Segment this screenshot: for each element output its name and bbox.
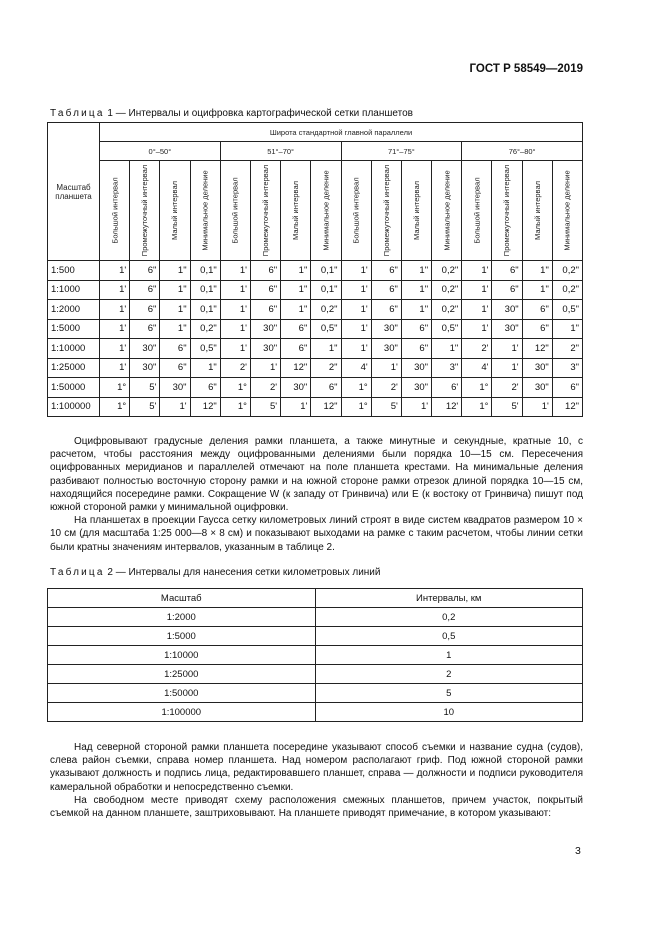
table-row — [48, 261, 583, 281]
interval-cell: 1' — [341, 280, 371, 300]
latitude-header: 51°–70° — [220, 142, 341, 161]
interval-cell: 30" — [401, 378, 431, 398]
interval-cell: 5' — [371, 397, 401, 417]
interval-cell: 6' — [432, 378, 462, 398]
interval-cell: 1' — [100, 339, 130, 359]
interval-type-header — [432, 161, 462, 261]
interval-type-header — [492, 161, 522, 261]
interval-cell: 1' — [462, 280, 492, 300]
interval-cell: 6" — [552, 378, 582, 398]
table2-caption-text: 2 — Интервалы для нанесения сетки километровых линий — [104, 567, 381, 578]
scale-cell: 1:5000 — [48, 627, 316, 646]
interval-cell: 6" — [250, 261, 280, 281]
interval-cell: 30" — [250, 339, 280, 359]
interval-cell: 1" — [401, 280, 431, 300]
interval-cell: 5' — [492, 397, 522, 417]
interval-type-label: Промежуточный интервал — [381, 164, 391, 257]
interval-cell: 6" — [401, 339, 431, 359]
interval-cell: 6" — [160, 358, 190, 378]
interval-cell: 30" — [160, 378, 190, 398]
interval-cell: 1' — [462, 319, 492, 339]
scale-cell: 1:500 — [48, 261, 100, 281]
interval-cell: 5' — [130, 397, 160, 417]
interval-cell: 0,2" — [432, 280, 462, 300]
interval-cell: 30" — [130, 358, 160, 378]
scale-cell: 1:50000 — [48, 684, 316, 703]
interval-type-header — [462, 161, 492, 261]
interval-cell: 0,5" — [190, 339, 220, 359]
interval-cell: 6" — [250, 280, 280, 300]
table1-caption-text: 1 — Интервалы и оцифровка картографической сетки планшетов — [104, 108, 413, 119]
interval-type-header — [130, 161, 160, 261]
scale-cell: 1:100000 — [48, 397, 100, 417]
interval-type-header — [341, 161, 371, 261]
interval-type-header — [190, 161, 220, 261]
interval-type-header — [311, 161, 341, 261]
interval-cell: 12' — [432, 397, 462, 417]
interval-cell: 1' — [492, 358, 522, 378]
interval-km-cell: 5 — [315, 684, 583, 703]
interval-cell: 1' — [522, 397, 552, 417]
interval-type-header — [401, 161, 431, 261]
interval-cell: 6" — [281, 339, 311, 359]
interval-cell: 1" — [281, 261, 311, 281]
interval-cell: 30" — [371, 319, 401, 339]
latitude-group-header: Широта стандартной главной параллели — [100, 123, 583, 142]
paragraph-block-2 — [50, 741, 583, 820]
interval-type-header — [552, 161, 582, 261]
interval-cell: 1' — [462, 300, 492, 320]
interval-cell: 1' — [250, 358, 280, 378]
interval-cell: 6" — [250, 300, 280, 320]
interval-cell: 6" — [522, 319, 552, 339]
interval-type-label: Минимальное деление — [321, 170, 331, 251]
interval-cell: 1' — [281, 397, 311, 417]
document-header: ГОСТ Р 58549—2019 — [469, 63, 583, 75]
interval-cell: 6" — [371, 280, 401, 300]
table1-caption-lead: Таблица — [50, 108, 105, 119]
interval-cell: 0,1" — [190, 261, 220, 281]
table-row — [48, 280, 583, 300]
interval-type-header — [250, 161, 280, 261]
interval-cell: 12" — [281, 358, 311, 378]
interval-cell: 2" — [311, 358, 341, 378]
interval-cell: 30" — [492, 300, 522, 320]
interval-cell: 1" — [311, 339, 341, 359]
table-row — [48, 378, 583, 398]
interval-cell: 6" — [281, 319, 311, 339]
interval-cell: 4' — [462, 358, 492, 378]
scale-cell: 1:5000 — [48, 319, 100, 339]
interval-cell: 1" — [160, 261, 190, 281]
interval-cell: 1' — [160, 397, 190, 417]
interval-cell: 1" — [552, 319, 582, 339]
table-row — [48, 358, 583, 378]
interval-cell: 30" — [130, 339, 160, 359]
scale-cell: 1:10000 — [48, 339, 100, 359]
interval-cell: 6" — [371, 300, 401, 320]
interval-type-label: Большой интервал — [110, 177, 120, 244]
table-row — [48, 665, 583, 684]
latitude-header: 71°–75° — [341, 142, 462, 161]
interval-cell: 1' — [220, 319, 250, 339]
interval-type-label: Большой интервал — [472, 177, 482, 244]
interval-cell: 1' — [100, 261, 130, 281]
interval-cell: 6" — [130, 261, 160, 281]
interval-cell: 30" — [522, 378, 552, 398]
interval-cell: 0,2" — [552, 280, 582, 300]
interval-cell: 1° — [462, 397, 492, 417]
interval-cell: 6" — [130, 300, 160, 320]
interval-cell: 1° — [462, 378, 492, 398]
interval-cell: 2' — [250, 378, 280, 398]
interval-km-cell: 2 — [315, 665, 583, 684]
interval-type-header — [100, 161, 130, 261]
interval-cell: 0,2" — [432, 300, 462, 320]
paragraph: На свободном месте приводят схему расположения смежных планшетов, причем участок, покрытый съемкой на данном планшете, заштриховывают. На планшете приводят примечание, в котором указывают: — [50, 794, 583, 820]
interval-type-header — [522, 161, 552, 261]
table-row — [48, 319, 583, 339]
interval-cell: 1' — [220, 280, 250, 300]
interval-cell: 6" — [130, 280, 160, 300]
interval-type-label: Малый интервал — [532, 180, 542, 241]
interval-cell: 0,5" — [552, 300, 582, 320]
interval-column-header: Интервалы, км — [315, 589, 583, 608]
interval-km-cell: 0,5 — [315, 627, 583, 646]
table2-caption — [50, 567, 380, 578]
scale-cell: 1:25000 — [48, 358, 100, 378]
latitude-header: 0°–50° — [100, 142, 221, 161]
interval-type-label: Промежуточный интервал — [140, 164, 150, 257]
interval-cell: 1' — [401, 397, 431, 417]
scale-cell: 1:1000 — [48, 280, 100, 300]
interval-cell: 1' — [371, 358, 401, 378]
interval-type-label: Минимальное деление — [442, 170, 452, 251]
table-row — [48, 646, 583, 665]
interval-cell: 1" — [281, 300, 311, 320]
interval-cell: 6" — [371, 261, 401, 281]
interval-cell: 6" — [160, 339, 190, 359]
interval-cell: 1" — [401, 261, 431, 281]
interval-km-cell: 1 — [315, 646, 583, 665]
interval-cell: 0,1" — [311, 261, 341, 281]
interval-cell: 1' — [100, 358, 130, 378]
interval-type-header — [281, 161, 311, 261]
interval-type-header — [371, 161, 401, 261]
interval-cell: 30" — [371, 339, 401, 359]
interval-cell: 1' — [100, 319, 130, 339]
interval-cell: 0,2" — [552, 261, 582, 281]
interval-cell: 1° — [341, 397, 371, 417]
paragraph: На планшетах в проекции Гаусса сетку километровых линий строят в виде систем квадратов размером 10 × 10 см (для масштаба 1:25 000—8 × 8 см) и показывают выходами на рамке с таким расчетом, чтобы линии сетки были кратны значениям интервалов, указанным в таблице 2. — [50, 515, 583, 553]
interval-cell: 6" — [130, 319, 160, 339]
interval-cell: 6" — [492, 280, 522, 300]
page-number: 3 — [575, 845, 581, 857]
interval-cell: 1" — [281, 280, 311, 300]
interval-cell: 4' — [341, 358, 371, 378]
interval-cell: 2' — [492, 378, 522, 398]
table-row — [48, 627, 583, 646]
interval-type-header — [160, 161, 190, 261]
interval-cell: 1' — [100, 300, 130, 320]
interval-cell: 2' — [220, 358, 250, 378]
interval-cell: 0,2" — [432, 261, 462, 281]
interval-cell: 1° — [341, 378, 371, 398]
interval-type-label: Большой интервал — [230, 177, 240, 244]
interval-cell: 30" — [522, 358, 552, 378]
interval-cell: 6" — [522, 300, 552, 320]
table-row — [48, 684, 583, 703]
paragraph: Оцифровывают градусные деления рамки планшета, а также минутные и секундные, кратные 10, с расчетом, чтобы расстояния между оцифрованными делениями были порядка 10—15 см. Пересечения оцифрованных меридианов и параллелей отмечают на поле планшета крестами. На минимальные деления разбивают полностью восточную сторону рамки и на южной стороне рамки отрезок длиной порядка 10—15 см, находящийся посередине рамки. Сокращение W (к западу от Гринвича) или E (к востоку от Гринвича) пишут под южной стороной рамки у минимальной оцифровки. — [50, 436, 583, 514]
scale-cell: 1:2000 — [48, 608, 316, 627]
interval-cell: 6" — [190, 378, 220, 398]
interval-cell: 6" — [401, 319, 431, 339]
interval-cell: 1" — [190, 358, 220, 378]
interval-type-label: Малый интервал — [411, 180, 421, 241]
interval-cell: 1' — [220, 261, 250, 281]
interval-cell: 2' — [462, 339, 492, 359]
interval-cell: 0,2" — [190, 319, 220, 339]
interval-cell: 0,1" — [190, 300, 220, 320]
table-row — [48, 397, 583, 417]
interval-cell: 2' — [371, 378, 401, 398]
interval-cell: 6" — [311, 378, 341, 398]
interval-cell: 1" — [160, 300, 190, 320]
interval-cell: 3" — [432, 358, 462, 378]
interval-cell: 6" — [492, 261, 522, 281]
interval-cell: 30" — [492, 319, 522, 339]
interval-type-label: Промежуточный интервал — [502, 164, 512, 257]
interval-cell: 12" — [311, 397, 341, 417]
scale-header: Масштаб планшета — [48, 123, 100, 261]
interval-cell: 1" — [522, 280, 552, 300]
interval-cell: 1° — [220, 378, 250, 398]
table2-caption-lead: Таблица — [50, 567, 105, 578]
interval-cell: 30" — [401, 358, 431, 378]
interval-cell: 1° — [220, 397, 250, 417]
interval-cell: 0,1" — [190, 280, 220, 300]
km-grid-intervals-table — [47, 588, 583, 722]
interval-type-header — [220, 161, 250, 261]
table-row — [48, 339, 583, 359]
interval-cell: 1' — [462, 261, 492, 281]
interval-cell: 5' — [130, 378, 160, 398]
interval-cell: 0,5" — [311, 319, 341, 339]
interval-cell: 0,1" — [311, 280, 341, 300]
scale-cell: 1:2000 — [48, 300, 100, 320]
interval-cell: 5' — [250, 397, 280, 417]
interval-cell: 1' — [492, 339, 522, 359]
interval-type-label: Малый интервал — [170, 180, 180, 241]
scale-cell: 1:100000 — [48, 703, 316, 722]
interval-cell: 1' — [220, 300, 250, 320]
interval-cell: 1" — [160, 319, 190, 339]
interval-cell: 1° — [100, 397, 130, 417]
interval-type-label: Минимальное деление — [562, 170, 572, 251]
table-row — [48, 300, 583, 320]
interval-cell: 12" — [522, 339, 552, 359]
interval-cell: 1" — [432, 339, 462, 359]
scale-cell: 1:25000 — [48, 665, 316, 684]
latitude-header: 76°–80° — [462, 142, 583, 161]
interval-cell: 30" — [281, 378, 311, 398]
interval-cell: 30" — [250, 319, 280, 339]
interval-type-label: Минимальное деление — [200, 170, 210, 251]
interval-cell: 1' — [341, 300, 371, 320]
table-row — [48, 703, 583, 722]
interval-cell: 1" — [522, 261, 552, 281]
interval-type-label: Промежуточный интервал — [261, 164, 271, 257]
interval-cell: 1" — [401, 300, 431, 320]
interval-type-label: Большой интервал — [351, 177, 361, 244]
grid-intervals-table — [47, 122, 583, 417]
interval-cell: 1' — [341, 339, 371, 359]
table1-caption — [50, 108, 413, 119]
interval-cell: 1" — [160, 280, 190, 300]
paragraph-block-1 — [50, 435, 583, 554]
interval-km-cell: 10 — [315, 703, 583, 722]
interval-km-cell: 0,2 — [315, 608, 583, 627]
interval-type-label: Малый интервал — [291, 180, 301, 241]
interval-cell: 1° — [100, 378, 130, 398]
interval-cell: 1' — [341, 319, 371, 339]
interval-cell: 1' — [220, 339, 250, 359]
scale-cell: 1:10000 — [48, 646, 316, 665]
scale-cell: 1:50000 — [48, 378, 100, 398]
interval-cell: 12" — [552, 397, 582, 417]
interval-cell: 1' — [100, 280, 130, 300]
interval-cell: 3" — [552, 358, 582, 378]
table-row — [48, 608, 583, 627]
interval-cell: 0,2" — [311, 300, 341, 320]
paragraph: Над северной стороной рамки планшета посередине указывают способ съемки и название судна (судов), слева район съемки, справа номер планшета. Над номером располагают гриф. Под южной стороной рамки указывают должность и подпись лица, редактировавшего планшет, справа — должности и подписи руководителя камеральной обработки и непосредственно съемки. — [50, 742, 583, 793]
interval-cell: 0,5" — [432, 319, 462, 339]
scale-column-header: Масштаб — [48, 589, 316, 608]
interval-cell: 1' — [341, 261, 371, 281]
interval-cell: 2" — [552, 339, 582, 359]
interval-cell: 12" — [190, 397, 220, 417]
